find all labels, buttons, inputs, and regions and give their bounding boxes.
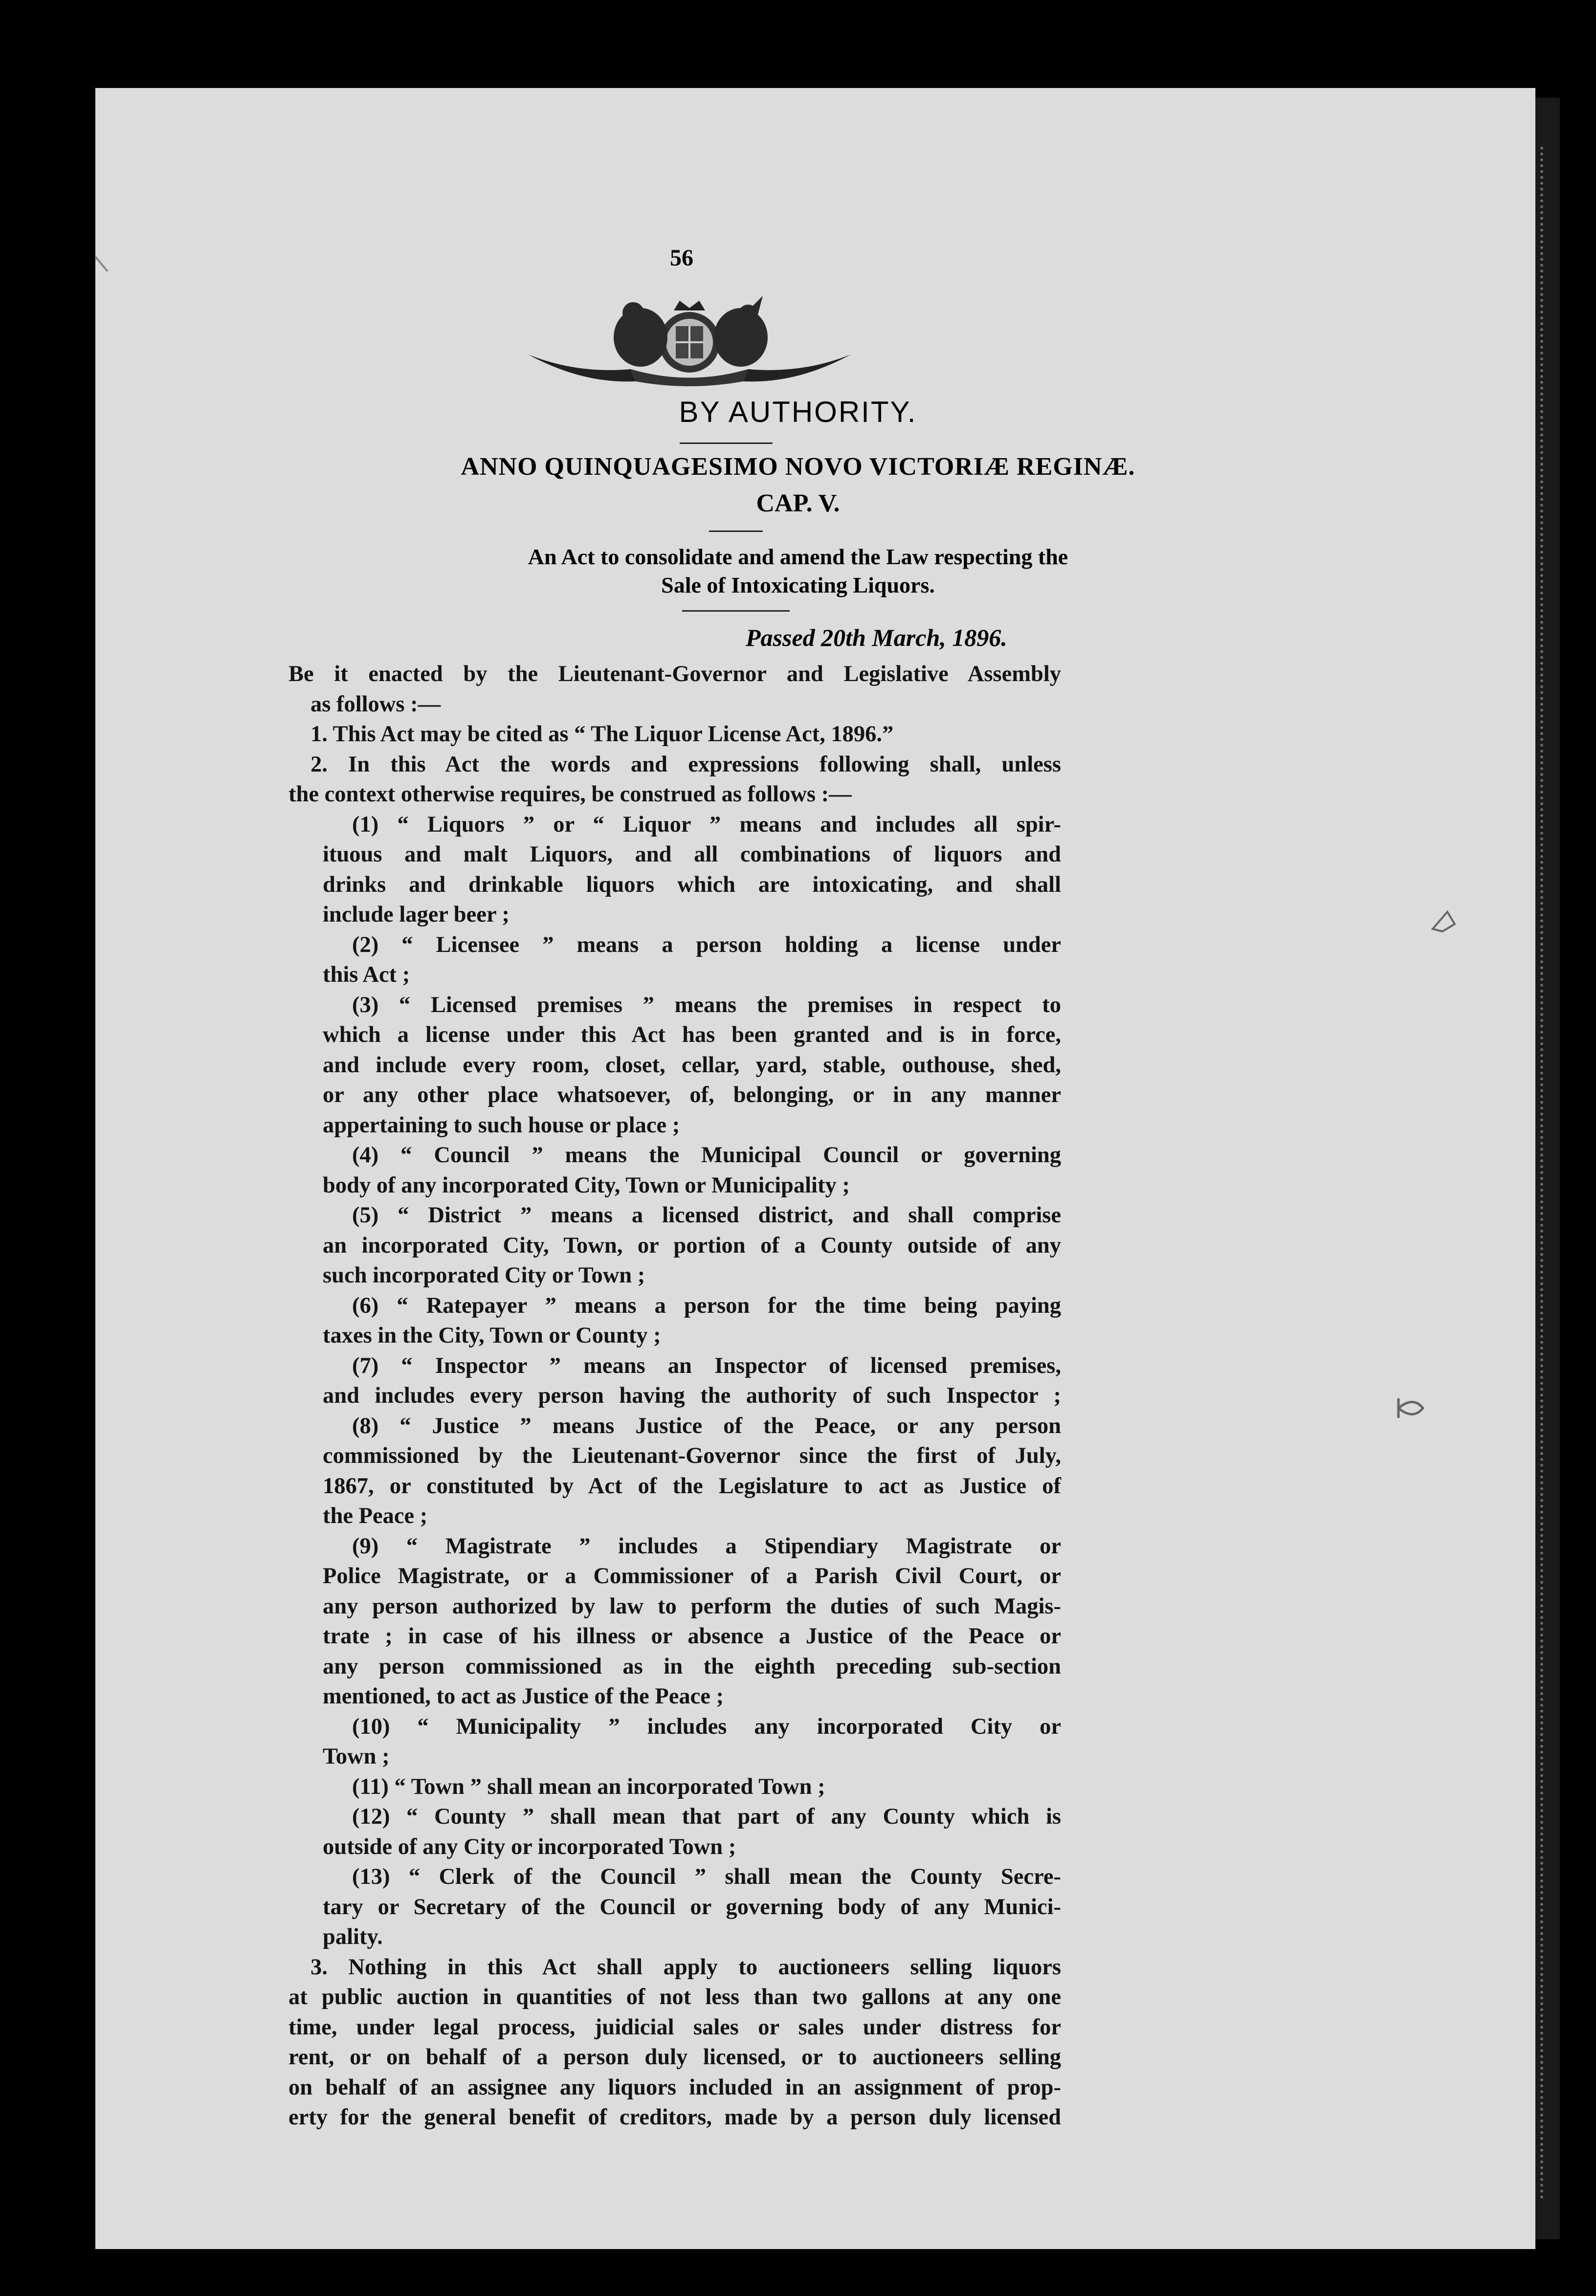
text-line: outside of any City or incorporated Town ; — [323, 1834, 736, 1859]
text-line: the Peace ; — [323, 1503, 428, 1528]
text-line: (7) “ Inspector ” means an Inspector of licensed premises, — [352, 1353, 1061, 1378]
text-line: 2. In this Act the words and expressions following shall, unless — [310, 751, 1061, 777]
text-line: (6) “ Ratepayer ” means a person for the time being paying — [352, 1293, 1061, 1318]
text-line: ituous and malt Liquors, and all combinations of liquors and — [323, 842, 1061, 867]
text-line: commissioned by the Lieutenant-Governor since the first of July, — [323, 1443, 1061, 1468]
text-line: (13) “ Clerk of the Council ” shall mean the County Secre- — [352, 1864, 1061, 1889]
margin-mark — [1428, 909, 1457, 934]
text-line: rent, or on behalf of a person duly licensed, or to auctioneers selling — [288, 2045, 1061, 2070]
text-line: which a license under this Act has been granted and is in force, — [323, 1022, 1061, 1047]
text-line: (12) “ County ” shall mean that part of any County which is — [352, 1804, 1061, 1829]
text-line: pality. — [323, 1924, 383, 1949]
text-line: such incorporated City or Town ; — [323, 1263, 645, 1288]
text-line: taxes in the City, Town or County ; — [323, 1323, 661, 1348]
text-line: (4) “ Council ” means the Municipal Council or governing — [352, 1143, 1061, 1168]
text-line: 3. Nothing in this Act shall apply to auctioneers selling liquors — [310, 1954, 1061, 1980]
text-line: the context otherwise requires, be construed as follows :— — [288, 782, 852, 807]
text-line: any person commissioned as in the eighth preceding sub-section — [323, 1654, 1061, 1679]
text-line: an incorporated City, Town, or portion of a County outside of any — [323, 1233, 1061, 1258]
heading-rule-1 — [680, 442, 773, 444]
text-line: (1) “ Liquors ” or “ Liquor ” means and includes all spir- — [352, 812, 1061, 837]
text-line: 1867, or constituted by Act of the Legislature to act as Justice of — [323, 1473, 1061, 1499]
heading-rule-3 — [682, 610, 790, 612]
text-line: on behalf of an assignee any liquors included in an assignment of prop- — [288, 2075, 1061, 2100]
text-line: 1. This Act may be cited as “ The Liquor License Act, 1896.” — [310, 722, 894, 747]
text-line: Be it enacted by the Lieutenant-Governor and Legislative Assembly — [288, 662, 1061, 686]
act-body-text — [288, 659, 1061, 2133]
text-line: erty for the general benefit of creditors, made by a person duly licensed — [288, 2105, 1061, 2130]
page-number: 56 — [670, 245, 693, 271]
text-line: (8) “ Justice ” means Justice of the Peace, or any person — [352, 1413, 1061, 1438]
chapter-heading: CAP. V. — [756, 489, 840, 517]
text-line: Police Magistrate, or a Commissioner of a Parish Civil Court, or — [323, 1564, 1061, 1589]
text-line: this Act ; — [323, 962, 410, 987]
act-long-title — [0, 543, 1596, 599]
text-line: drinks and drinkable liquors which are intoxicating, and shall — [323, 872, 1061, 897]
text-line: mentioned, to act as Justice of the Peace ; — [323, 1684, 724, 1709]
scan-mark — [93, 254, 112, 274]
text-line: (9) “ Magistrate ” includes a Stipendiary Magistrate or — [352, 1533, 1061, 1559]
long-title-line-2: Sale of Intoxicating Liquors. — [661, 573, 935, 597]
heading-rule-2 — [709, 530, 763, 532]
text-line: (10) “ Municipality ” includes any incorporated City or — [352, 1714, 1061, 1739]
long-title-line-1: An Act to consolidate and amend the Law respecting the — [528, 544, 1068, 569]
text-line: as follows :— — [310, 691, 441, 717]
text-line: tary or Secretary of the Council or governing body of any Munici- — [323, 1894, 1061, 1920]
text-line: at public auction in quantities of not less than two gallons at any one — [288, 1985, 1061, 2009]
passed-date: Passed 20th March, 1896. — [746, 624, 1007, 651]
text-line: (3) “ Licensed premises ” means the premises in respect to — [352, 992, 1061, 1017]
text-line: trate ; in case of his illness or absence a Justice of the Peace or — [323, 1624, 1061, 1649]
text-line: and include every room, closet, cellar, yard, stable, outhouse, shed, — [323, 1052, 1061, 1078]
margin-mark — [1394, 1393, 1428, 1423]
text-line: any person authorized by law to perform the duties of such Magis- — [323, 1593, 1061, 1619]
text-line: (5) “ District ” means a licensed district, and shall comprise — [352, 1203, 1061, 1228]
text-line: or any other place whatsoever, of, belonging, or in any manner — [323, 1082, 1061, 1107]
text-line: time, under legal process, juidicial sales or sales under distress for — [288, 2014, 1061, 2040]
text-line: (11) “ Town ” shall mean an incorporated Town ; — [352, 1774, 825, 1799]
regnal-year-heading: ANNO QUINQUAGESIMO NOVO VICTORIÆ REGINÆ. — [461, 453, 1135, 481]
text-line: (2) “ Licensee ” means a person holding a license under — [352, 932, 1061, 957]
text-line: body of any incorporated City, Town or Municipality ; — [323, 1172, 850, 1198]
royal-coat-of-arms — [518, 296, 861, 386]
text-line: Town ; — [323, 1744, 390, 1769]
text-line: include lager beer ; — [323, 902, 510, 927]
text-line: appertaining to such house or place ; — [323, 1112, 680, 1138]
by-authority-heading: BY AUTHORITY. — [679, 396, 917, 428]
text-line: and includes every person having the authority of such Inspector ; — [323, 1383, 1061, 1408]
